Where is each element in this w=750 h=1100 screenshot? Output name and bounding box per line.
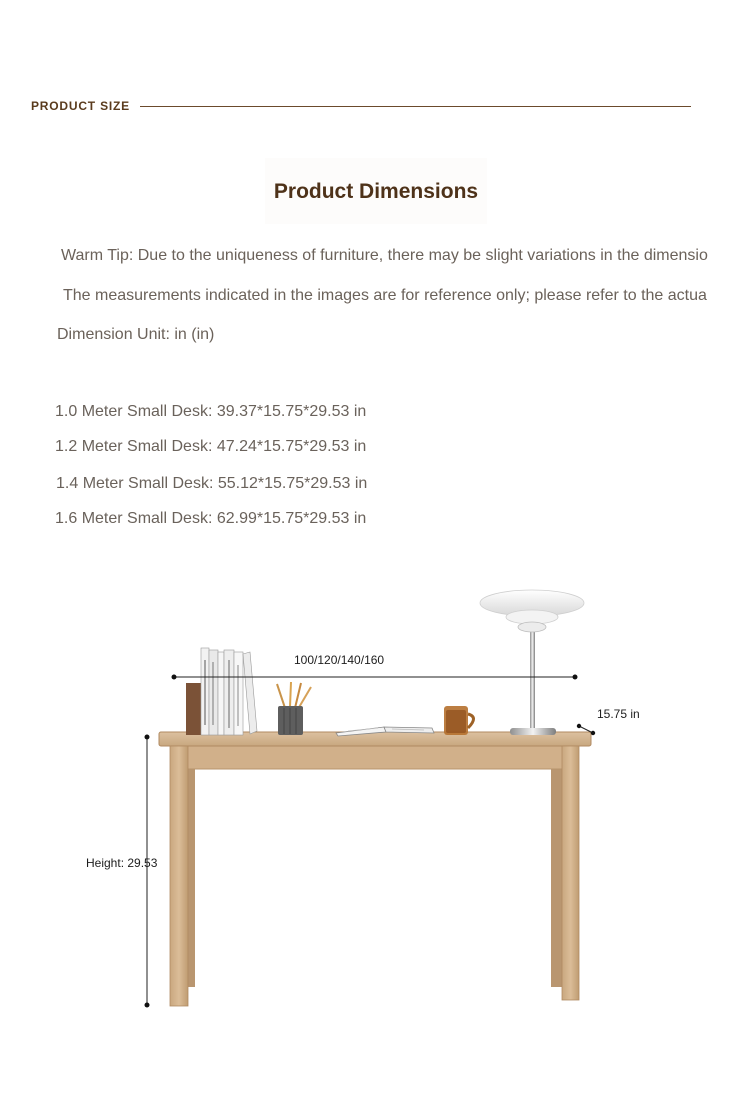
mug — [444, 706, 474, 735]
lamp-shade-bottom — [518, 622, 546, 632]
lamp-stem — [530, 630, 535, 730]
bookend — [186, 683, 201, 735]
title-box — [265, 158, 487, 224]
depth-label: 15.75 in — [597, 707, 640, 721]
book — [218, 652, 224, 735]
spec-1-4m-desk: 1.4 Meter Small Desk: 55.12*15.75*29.53 in — [56, 475, 368, 492]
spec-1-6m-desk: 1.6 Meter Small Desk: 62.99*15.75*29.53 in — [55, 510, 367, 527]
warm-tip-line-2: The measurements indicated in the images are for reference only; please refer to the actua — [63, 287, 707, 304]
height-label: Height: 29.53 — [86, 856, 158, 870]
height-dimension — [86, 735, 158, 1008]
desk-leg-right — [562, 746, 579, 1000]
desk-apron — [185, 746, 563, 769]
section-divider — [140, 106, 691, 107]
book — [243, 652, 257, 734]
spec-1-2m-desk: 1.2 Meter Small Desk: 47.24*15.75*29.53 in — [55, 438, 367, 455]
desk-lamp — [480, 590, 584, 735]
desk-illustration — [0, 570, 750, 1030]
warm-tip-line-1: Warm Tip: Due to the uniqueness of furniture, there may be slight variations in the dimensio — [61, 247, 708, 264]
desk-figure — [0, 570, 750, 1030]
depth-dimension — [577, 707, 640, 735]
dimension-unit: Dimension Unit: in (in) — [57, 326, 215, 343]
section-label: PRODUCT SIZE — [31, 99, 130, 113]
spec-1m-desk: 1.0 Meter Small Desk: 39.37*15.75*29.53 in — [55, 403, 367, 420]
desk — [159, 732, 591, 1006]
width-label: 100/120/140/160 — [294, 653, 385, 667]
lamp-base — [510, 728, 556, 735]
books — [186, 648, 257, 735]
desk-back-leg-right — [551, 765, 563, 987]
section-header — [31, 98, 691, 116]
pencil-holder — [277, 682, 311, 735]
page-title: Product Dimensions — [273, 180, 479, 203]
desk-leg-left — [170, 746, 188, 1006]
